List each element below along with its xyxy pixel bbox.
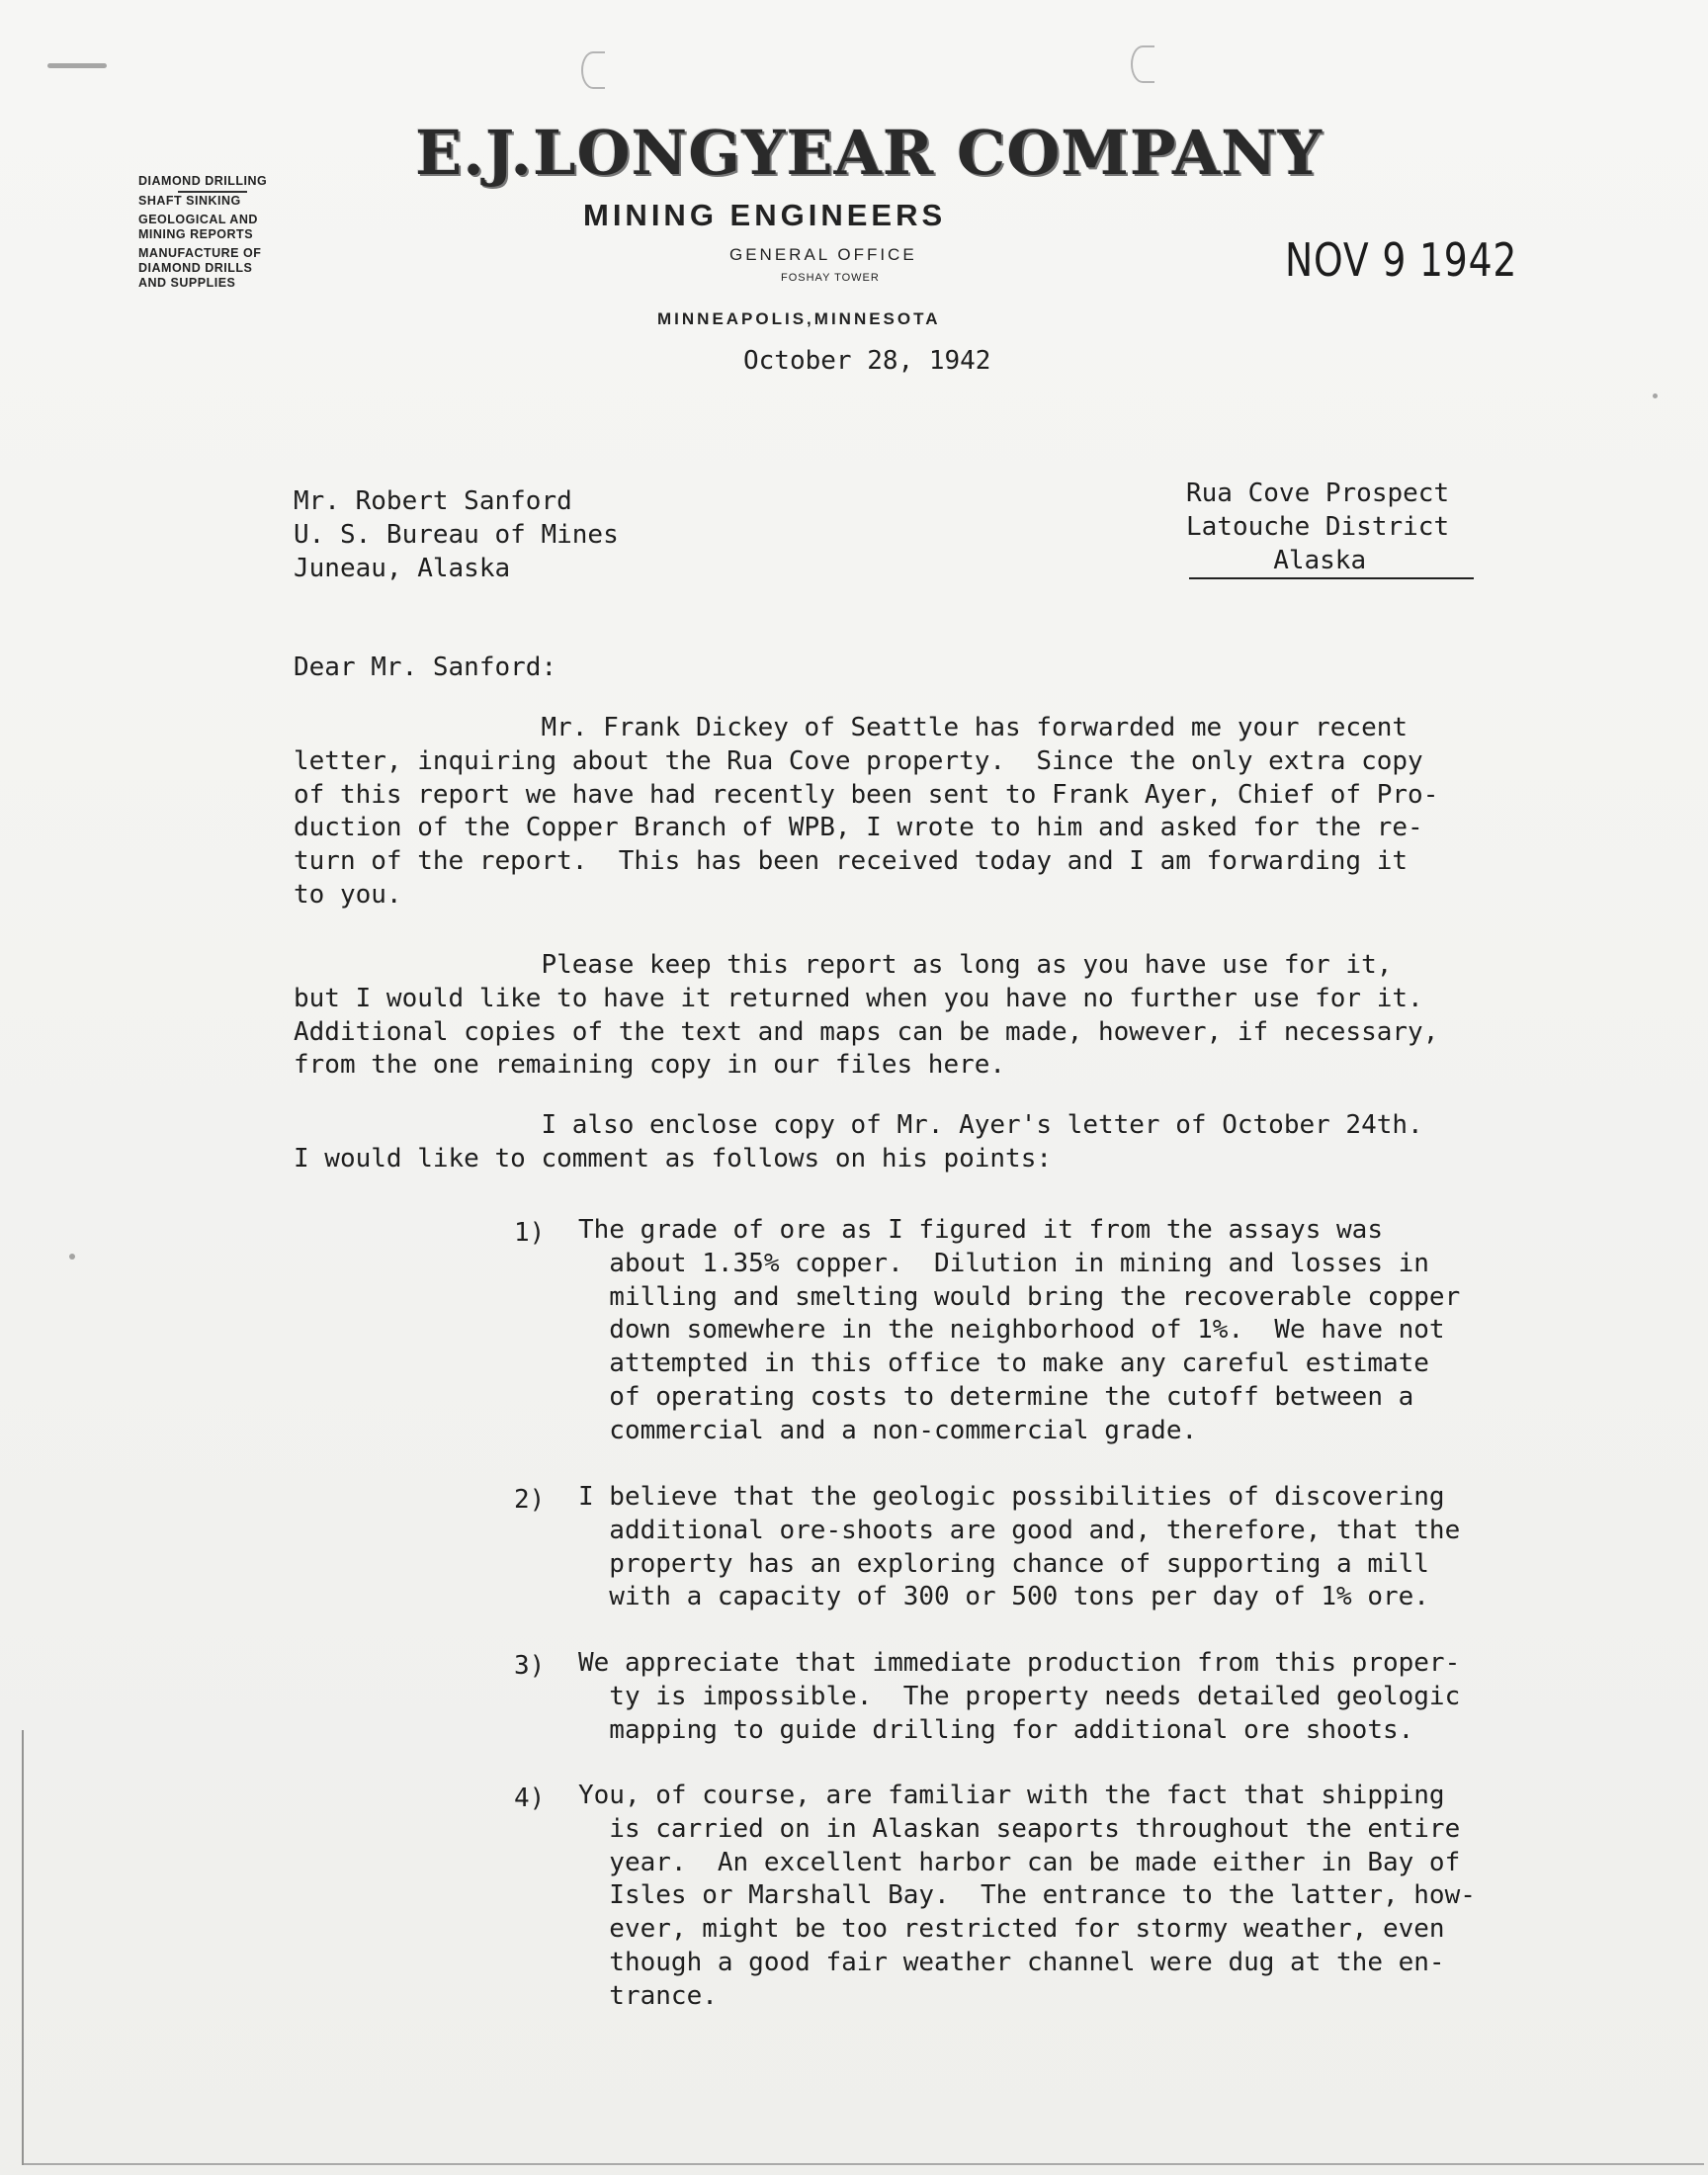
- service-item: GEOLOGICAL AND: [138, 213, 258, 226]
- paragraph-line: I would like to comment as follows on his points:: [294, 1143, 1053, 1174]
- salutation: Dear Mr. Sanford:: [294, 652, 557, 682]
- scan-speck: [47, 63, 107, 68]
- point-line: year. An excellent harbor can be made either in Bay of: [578, 1847, 1461, 1877]
- divider: [178, 191, 247, 193]
- subject-block: [1186, 477, 1449, 577]
- point-line: down somewhere in the neighborhood of 1%. We have not: [578, 1315, 1445, 1346]
- service-item: DIAMOND DRILLS: [138, 261, 253, 275]
- point-line: I believe that the geologic possibilities of discovering: [578, 1482, 1445, 1512]
- office-label: GENERAL OFFICE: [729, 245, 917, 264]
- point-number: 3): [514, 1651, 546, 1681]
- paragraph-line: Please keep this report as long as you have use for it,: [294, 950, 1393, 980]
- point-number: 2): [514, 1485, 546, 1515]
- service-item: AND SUPPLIES: [138, 276, 236, 290]
- subject-line: Alaska: [1273, 546, 1367, 575]
- punch-hole: [581, 51, 605, 89]
- point-line: of operating costs to determine the cutoff between a: [578, 1381, 1414, 1412]
- paragraph-line: to you.: [294, 879, 402, 910]
- point-number: 1): [514, 1218, 546, 1248]
- received-date-stamp: NOV 9 1942: [1285, 233, 1518, 287]
- point-line: The grade of ore as I figured it from the assays was: [578, 1215, 1383, 1245]
- letter-date: October 28, 1942: [743, 346, 991, 376]
- services-list: [138, 174, 326, 291]
- point-line: milling and smelting would bring the recoverable copper: [578, 1281, 1461, 1312]
- point-line: is carried on in Alaskan seaports throughout the entire: [578, 1813, 1461, 1844]
- point-line: Isles or Marshall Bay. The entrance to the latter, how-: [578, 1880, 1476, 1911]
- point-text: [578, 1214, 1460, 1448]
- point-line: mapping to guide drilling for additional ore shoots.: [578, 1714, 1414, 1745]
- paragraph-line: Mr. Frank Dickey of Seattle has forwarded me your recent: [294, 713, 1409, 742]
- point-line: trance.: [578, 1980, 718, 2011]
- paragraph-line: turn of the report. This has been received today and I am forwarding it: [294, 846, 1409, 877]
- point-text: [578, 1647, 1460, 1747]
- point-line: ever, might be too restricted for stormy weather, even: [578, 1914, 1445, 1945]
- building-label: FOSHAY TOWER: [781, 272, 880, 284]
- scan-speck: [1653, 393, 1658, 398]
- paragraph-line: of this report we have had recently been sent to Frank Ayer, Chief of Pro-: [294, 779, 1439, 810]
- point-line: We appreciate that immediate production from this proper-: [578, 1648, 1461, 1678]
- recipient-address: [294, 484, 619, 585]
- service-item: SHAFT SINKING: [138, 194, 241, 208]
- subject-line: Latouche District: [1186, 512, 1450, 542]
- city-label: MINNEAPOLIS,MINNESOTA: [657, 309, 941, 328]
- paragraph-line: Additional copies of the text and maps can be made, however, if necessary,: [294, 1016, 1439, 1047]
- point-line: additional ore-shoots are good and, therefore, that the: [578, 1515, 1461, 1545]
- paragraph-line: I also enclose copy of Mr. Ayer's letter of October 24th.: [294, 1110, 1423, 1140]
- paragraph-line: letter, inquiring about the Rua Cove property. Since the only extra copy: [294, 745, 1423, 776]
- subject-underline: [1189, 577, 1474, 579]
- point-line: attempted in this office to make any careful estimate: [578, 1348, 1429, 1379]
- point-line: with a capacity of 300 or 500 tons per day of 1% ore.: [578, 1582, 1429, 1612]
- paragraph-line: from the one remaining copy in our files here.: [294, 1050, 1006, 1081]
- body-paragraph: [294, 949, 1438, 1083]
- point-line: You, of course, are familiar with the fact that shipping: [578, 1781, 1445, 1810]
- point-number: 4): [514, 1784, 546, 1813]
- point-line: though a good fair weather channel were dug at the en-: [578, 1947, 1445, 1977]
- address-line: Mr. Robert Sanford: [294, 486, 572, 516]
- page-edge-shadow: [22, 1730, 24, 2165]
- company-tagline: MINING ENGINEERS: [583, 198, 947, 232]
- paragraph-line: but I would like to have it returned when you have no further use for it.: [294, 983, 1423, 1013]
- service-item: MANUFACTURE OF: [138, 246, 262, 260]
- company-name: E.J.LONGYEAR COMPANY: [415, 117, 1324, 189]
- point-text: [578, 1780, 1476, 2014]
- address-line: Juneau, Alaska: [294, 554, 511, 583]
- subject-line: Rua Cove Prospect: [1186, 478, 1450, 508]
- service-item: MINING REPORTS: [138, 227, 254, 241]
- point-line: ty is impossible. The property needs detailed geologic: [578, 1681, 1461, 1711]
- point-line: about 1.35% copper. Dilution in mining and losses in: [578, 1248, 1429, 1278]
- point-text: [578, 1481, 1460, 1614]
- service-item: DIAMOND DRILLING: [138, 174, 268, 188]
- point-line: commercial and a non-commercial grade.: [578, 1415, 1198, 1445]
- paragraph-line: duction of the Copper Branch of WPB, I wrote to him and asked for the re-: [294, 813, 1423, 843]
- body-paragraph: [294, 712, 1438, 913]
- punch-hole: [1131, 45, 1154, 83]
- point-line: property has an exploring chance of supporting a mill: [578, 1548, 1429, 1579]
- address-line: U. S. Bureau of Mines: [294, 520, 619, 550]
- page-edge-shadow: [24, 2163, 1704, 2165]
- body-paragraph: [294, 1109, 1423, 1176]
- scan-speck: [69, 1254, 75, 1260]
